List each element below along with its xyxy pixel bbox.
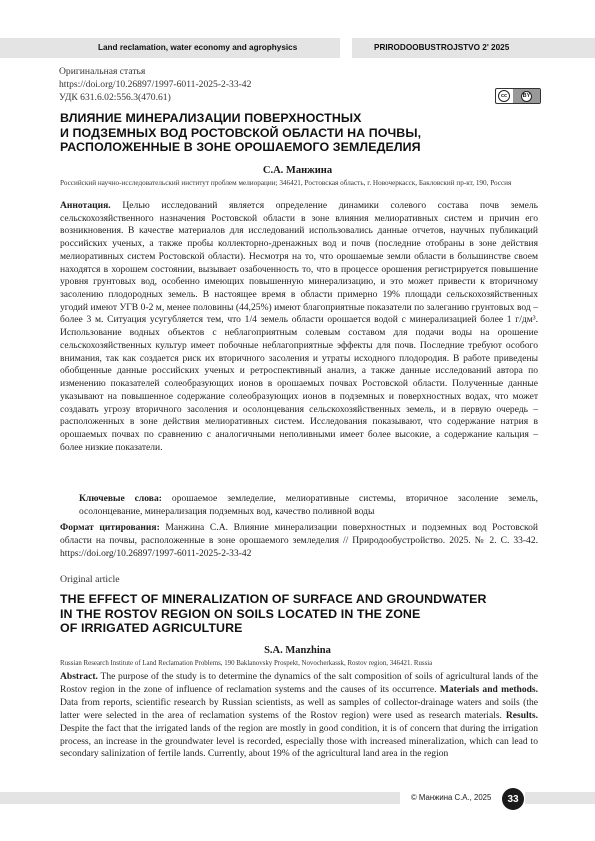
title-en-line: THE EFFECT OF MINERALIZATION OF SURFACE AND GROUNDWATER [60,592,487,606]
results-text: Despite the fact that the irrigated lands of the region are mostly in good condition, it is of concern that during the irrigation process, an increase in the groundwater level is recorded, especially those with increased mineralization, which can lead to secondary salinization of fertile lands. Currently, about 19% of the agricultural land area in the region [60,722,538,760]
abstract-en-label: Abstract. [60,671,98,682]
citation-ru-label: Формат цитирования: [60,522,160,533]
abstract-ru-label: Аннотация. [60,200,111,211]
title-en [60,592,540,636]
author-ru: С.А. Манжина [262,165,333,176]
journal-name-issue: PRIRODOOBUSTROJSTVO 2' 2025 [374,43,510,52]
methods-text: Data from reports, scientific research by Russian scientists, as well as samples of collector-drainage waters and soils (the latter were selected in the area of reclamation systems of the Rostov region) were used as research materials. [60,696,538,721]
affiliation-ru: Российский научно-исследовательский институт проблем мелиорации; 346421, Ростовская область, г. Новочеркасск, Бакловский пр-кт, 190, Россия [60,179,512,187]
page-number: 33 [502,788,524,810]
cc-license-badge[interactable] [495,88,541,104]
udc-code: УДК 631.6.02:556.3(470.61) [59,92,171,103]
cc-icon: cc [498,90,510,102]
affiliation-en: Russian Research Institute of Land Reclamation Problems, 190 Baklanovsky Prospekt, Novocherkassk, Rostov region, 346421. Russia [60,660,433,667]
footer-bar-left [0,792,400,804]
author-en: S.A. Manzhina [264,645,331,656]
title-ru-line: ВЛИЯНИЕ МИНЕРАЛИЗАЦИИ ПОВЕРХНОСТНЫХ [60,111,362,125]
abstract-ru-text: Целью исследований является определение динамики солевого состава почв земель сельскохозяйственного назначения Ростовской области в зоне влияния мелиоративных систем и причин его возникновения. В качестве материалов для исследований использовались данные отчетов, научных публикаций российских ученых, а также пробы коллекторно-дренажных вод и почв (последние отобраны в зоне действия мелиоративных систем Ростовской области). Несмотря на то, что орошаемые земли области в большинстве своем находятся в хорошем состоянии, вызывает озабоченность то, что в процессе орошения регистрируется повышение уровня грунтовых вод, особенно имеющих повышенную минерализацию, и это может привести к вторичному засолению плодородных земель. В настоящее время в области примерно 19% площади сельскохозяйственных угодий имеют УГВ 0-2 м, менее половины (44,25%) имеют благоприятные показатели по залеганию грунтовых вод – более 3 м. Ситуация усугубляется тем, что 1/4 земель области орошается водой с минерализацией более 1 г/дм³. Использование водных объектов с неблагоприятным солевым составом для подачи воды на орошение сельскохозяйственных культур имеет побочные неблагоприятные эффекты для почв. Последние требуют особого внимания, так как создается риск их вторичного засоления и утраты исходного плодородия. В работе приведены обобщенные данные российских ученых и ретроспективный анализ, а также данные исследований автора по изменению показателей солеобразующих ионов в орошаемых почвах Ростовской области. Полученные данные указывают на повышенное содержание солеобразующих ионов в подземных и поверхностных водах, что может создавать угрозу вторичного засоления и осолонцевания сельскохозяйственных земель, и в первую очередь – расположенных в зоне действия мелиоративных систем. Исследования показывают, что содержание натрия в орошаемых почвах по сравнению с аналогичными неполивными имеет более высокие, а содержание кальция – более низкие показатели. [60,200,538,453]
results-label: Results. [505,709,538,721]
footer-bar-right [525,792,595,804]
title-ru-line: РАСПОЛОЖЕННЫЕ В ЗОНЕ ОРОШАЕМОГО ЗЕМЛЕДЕЛИЯ [60,140,421,154]
journal-section-title: Land reclamation, water economy and agrophysics [98,43,298,52]
title-en-line: OF IRRIGATED AGRICULTURE [60,621,243,635]
article-type-en: Original article [60,574,120,585]
title-ru-line: И ПОДЗЕМНЫХ ВОД РОСТОВСКОЙ ОБЛАСТИ НА ПОЧВЫ, [60,125,422,140]
citation-ru [60,522,538,560]
title-ru [60,111,540,155]
abstract-en-purpose: The purpose of the study is to determine the dynamics of the salt composition of soils of agricultural lands of the Rostov region in the zone of influence of reclamation systems and the causes of its occurrence. [60,671,538,695]
methods-label: Materials and methods. [439,683,539,695]
doi-link[interactable]: https://doi.org/10.26897/1997-6011-2025-2-33-42 [59,79,252,90]
article-type-ru: Оригинальная статья [59,66,146,77]
keywords-ru [79,493,538,519]
copyright-notice: © Манжина С.А., 2025 [411,793,492,802]
abstract-ru [60,200,538,454]
abstract-en [60,671,538,761]
title-en-line: IN THE ROSTOV REGION ON SOILS LOCATED IN THE ZONE [60,606,421,621]
attribution-icon: BY [521,91,532,102]
keywords-ru-label: Ключевые слова: [79,493,162,504]
by-attribution-area [513,89,540,103]
citation-ru-text: Манжина С.А. Влияние минерализации поверхностных и подземных вод Ростовской области на почвы, расположенные в зоне орошаемого земледелия // Природообустройство. 2025. № 2. С. 33-42. https://doi.org/10.26897/1997-6011-2025-2-33-42 [60,522,538,559]
keywords-ru-text: орошаемое земледелие, мелиоративные системы, вторичное засоление земель, осолонцевание, минерализация подземных вод, качество поливной воды [79,493,538,517]
